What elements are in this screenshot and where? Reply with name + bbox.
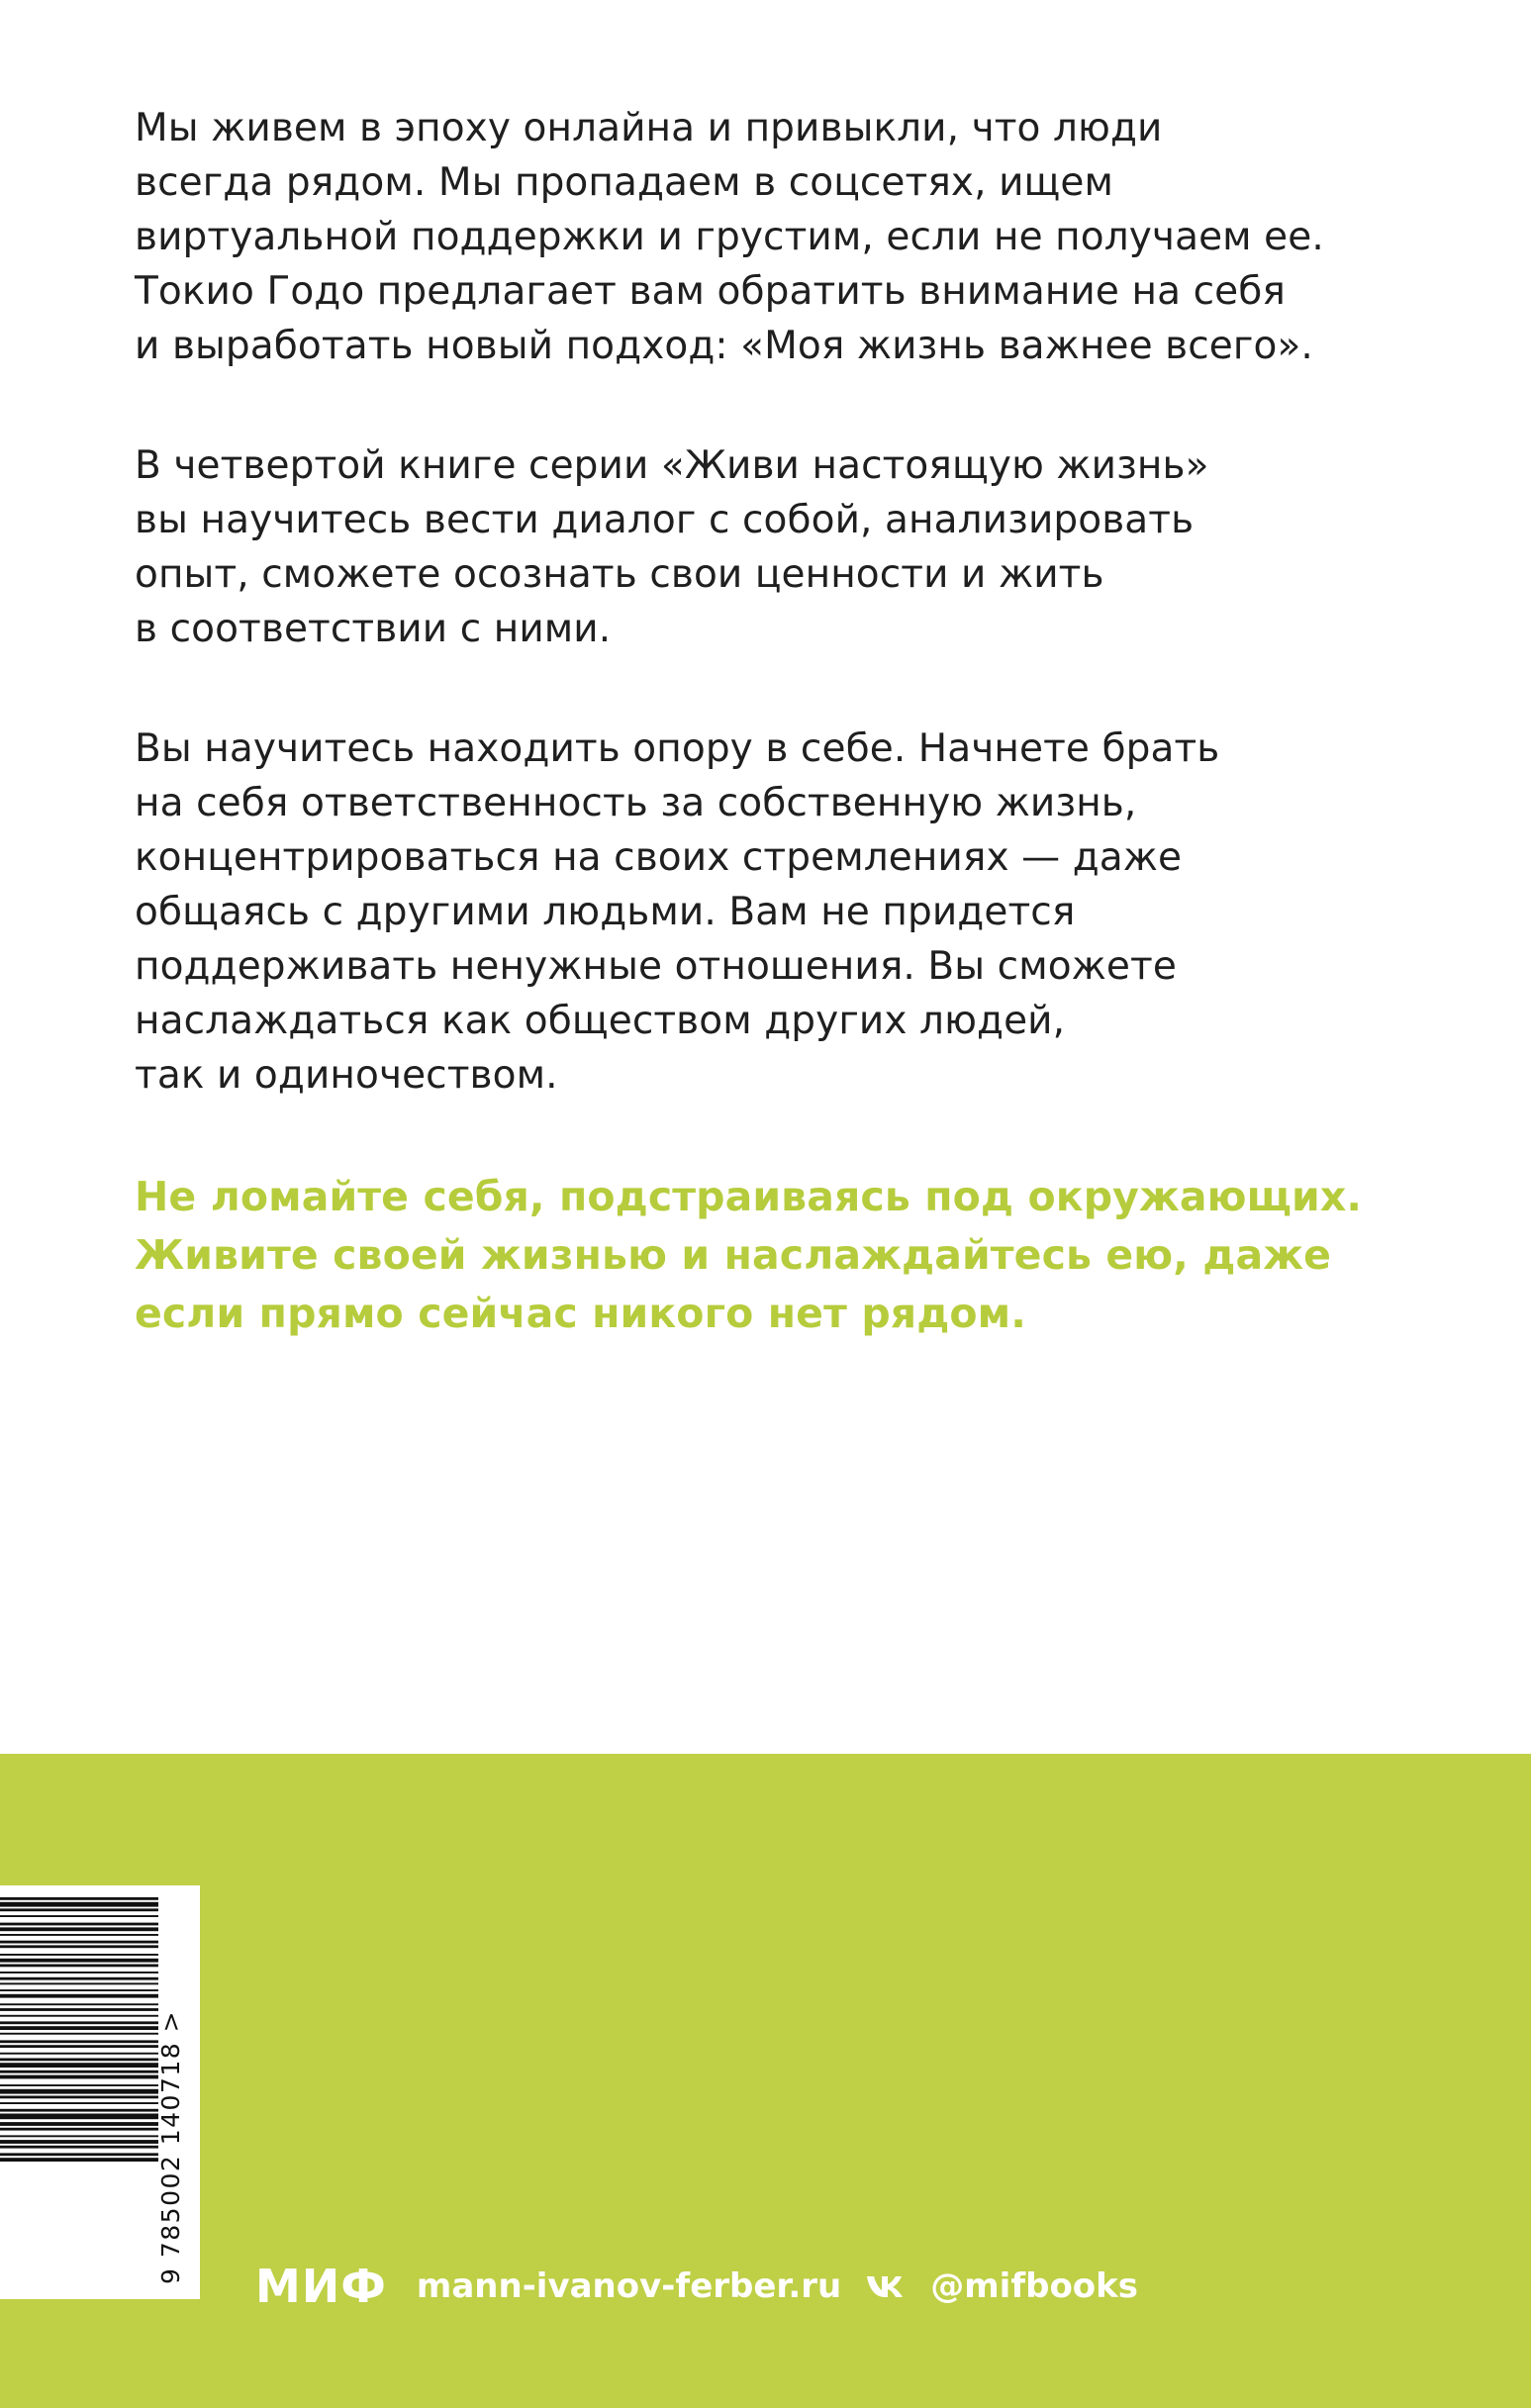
barcode-bars <box>0 1897 158 2162</box>
barcode-bar <box>0 1965 158 1968</box>
barcode-bar <box>0 2040 158 2043</box>
barcode-bar <box>0 2059 158 2062</box>
barcode-graphic <box>0 1885 200 2299</box>
text-line: наслаждаться как обществом других людей, <box>135 999 1066 1043</box>
text-line: в соответствии с ними. <box>135 607 612 651</box>
barcode-bar <box>0 2084 158 2086</box>
highlight-line: если прямо сейчас никого нет рядом. <box>135 1290 1026 1337</box>
barcode-bar <box>0 1927 158 1931</box>
barcode-bar <box>0 1954 158 1956</box>
highlight-line: Живите своей жизнью и наслаждайтесь ею, даже <box>135 1231 1332 1279</box>
barcode-bar <box>0 2158 158 2162</box>
text-line: вы научитесь вести диалог с собой, анализировать <box>135 498 1195 542</box>
highlight-line: Не ломайте себя, подстраиваясь под окружающих. <box>135 1173 1363 1220</box>
barcode-bar <box>0 1994 158 1998</box>
text-line: концентрироваться на своих стремлениях — даже <box>135 835 1183 880</box>
barcode-bar <box>0 2071 158 2073</box>
social-handle[interactable]: @mifbooks <box>930 2266 1139 2306</box>
text-line: всегда рядом. Мы пропадаем в соцсетях, ищем <box>135 160 1113 205</box>
barcode-bar <box>0 1897 158 1900</box>
barcode-bar <box>0 2075 158 2079</box>
barcode-bar <box>0 1908 158 1911</box>
text-line: Вы научитесь находить опору в себе. Начнете брать <box>135 726 1220 771</box>
barcode-bar <box>0 2114 158 2120</box>
barcode-bar <box>0 2122 158 2126</box>
text-line: виртуальной поддержки и грустим, если не получаем ее. <box>135 215 1324 259</box>
barcode-bar <box>0 2033 158 2035</box>
barcode-bar <box>0 2096 158 2099</box>
text-line: общаясь с другими людьми. Вам не придется <box>135 890 1076 934</box>
publisher-footer <box>255 2257 1138 2316</box>
paragraph-3 <box>135 722 1461 1103</box>
back-cover-text <box>135 101 1461 1408</box>
text-line: так и одиночеством. <box>135 1053 558 1098</box>
highlight-quote <box>135 1168 1461 1343</box>
publisher-logo: МИФ <box>255 2260 387 2313</box>
barcode-bar <box>0 1941 158 1944</box>
barcode-bar <box>0 1902 158 1907</box>
text-line: на себя ответственность за собственную жизнь, <box>135 781 1137 825</box>
barcode-bar <box>0 1989 158 1991</box>
website-link[interactable]: mann-ivanov-ferber.ru <box>416 2266 842 2306</box>
barcode-bar <box>0 2008 158 2011</box>
barcode-bar <box>0 2015 158 2017</box>
barcode-bar <box>0 1982 158 1984</box>
text-line: Токио Годо предлагает вам обратить внимание на себя <box>135 269 1286 314</box>
barcode-bar <box>0 2109 158 2112</box>
barcode-bar <box>0 2135 158 2137</box>
barcode-bar <box>0 1934 158 1936</box>
barcode-bar <box>0 1915 158 1917</box>
barcode-bar <box>0 2140 158 2144</box>
barcode-bar <box>0 2089 158 2094</box>
barcode-number: 9 785002 140718 > <box>156 2009 185 2284</box>
text-line: В четвертой книге серии «Живи настоящую жизнь» <box>135 443 1209 488</box>
barcode-bar <box>0 2053 158 2055</box>
barcode-bar <box>0 2063 158 2068</box>
barcode-bar <box>0 2102 158 2104</box>
isbn-barcode <box>0 1885 200 2299</box>
text-line: Мы живем в эпоху онлайна и привыкли, что люди <box>135 106 1163 150</box>
barcode-bar <box>0 2021 158 2024</box>
barcode-bar <box>0 1977 158 1980</box>
vk-icon[interactable] <box>865 2273 907 2299</box>
barcode-bar <box>0 2026 158 2030</box>
barcode-bar <box>0 2146 158 2149</box>
paragraph-1 <box>135 101 1461 373</box>
barcode-bar <box>0 2045 158 2048</box>
paragraph-2 <box>135 438 1461 656</box>
text-line: поддерживать ненужные отношения. Вы сможете <box>135 944 1177 989</box>
barcode-bar <box>0 2153 158 2156</box>
barcode-bar <box>0 2003 158 2005</box>
barcode-bar <box>0 1972 158 1974</box>
text-line: и выработать новый подход: «Моя жизнь важнее всего». <box>135 324 1313 368</box>
text-line: опыт, сможете осознать свои ценности и жить <box>135 552 1104 597</box>
barcode-bar <box>0 1959 158 1963</box>
barcode-bar <box>0 1923 158 1926</box>
barcode-bar <box>0 2128 158 2131</box>
barcode-bar <box>0 1945 158 1948</box>
